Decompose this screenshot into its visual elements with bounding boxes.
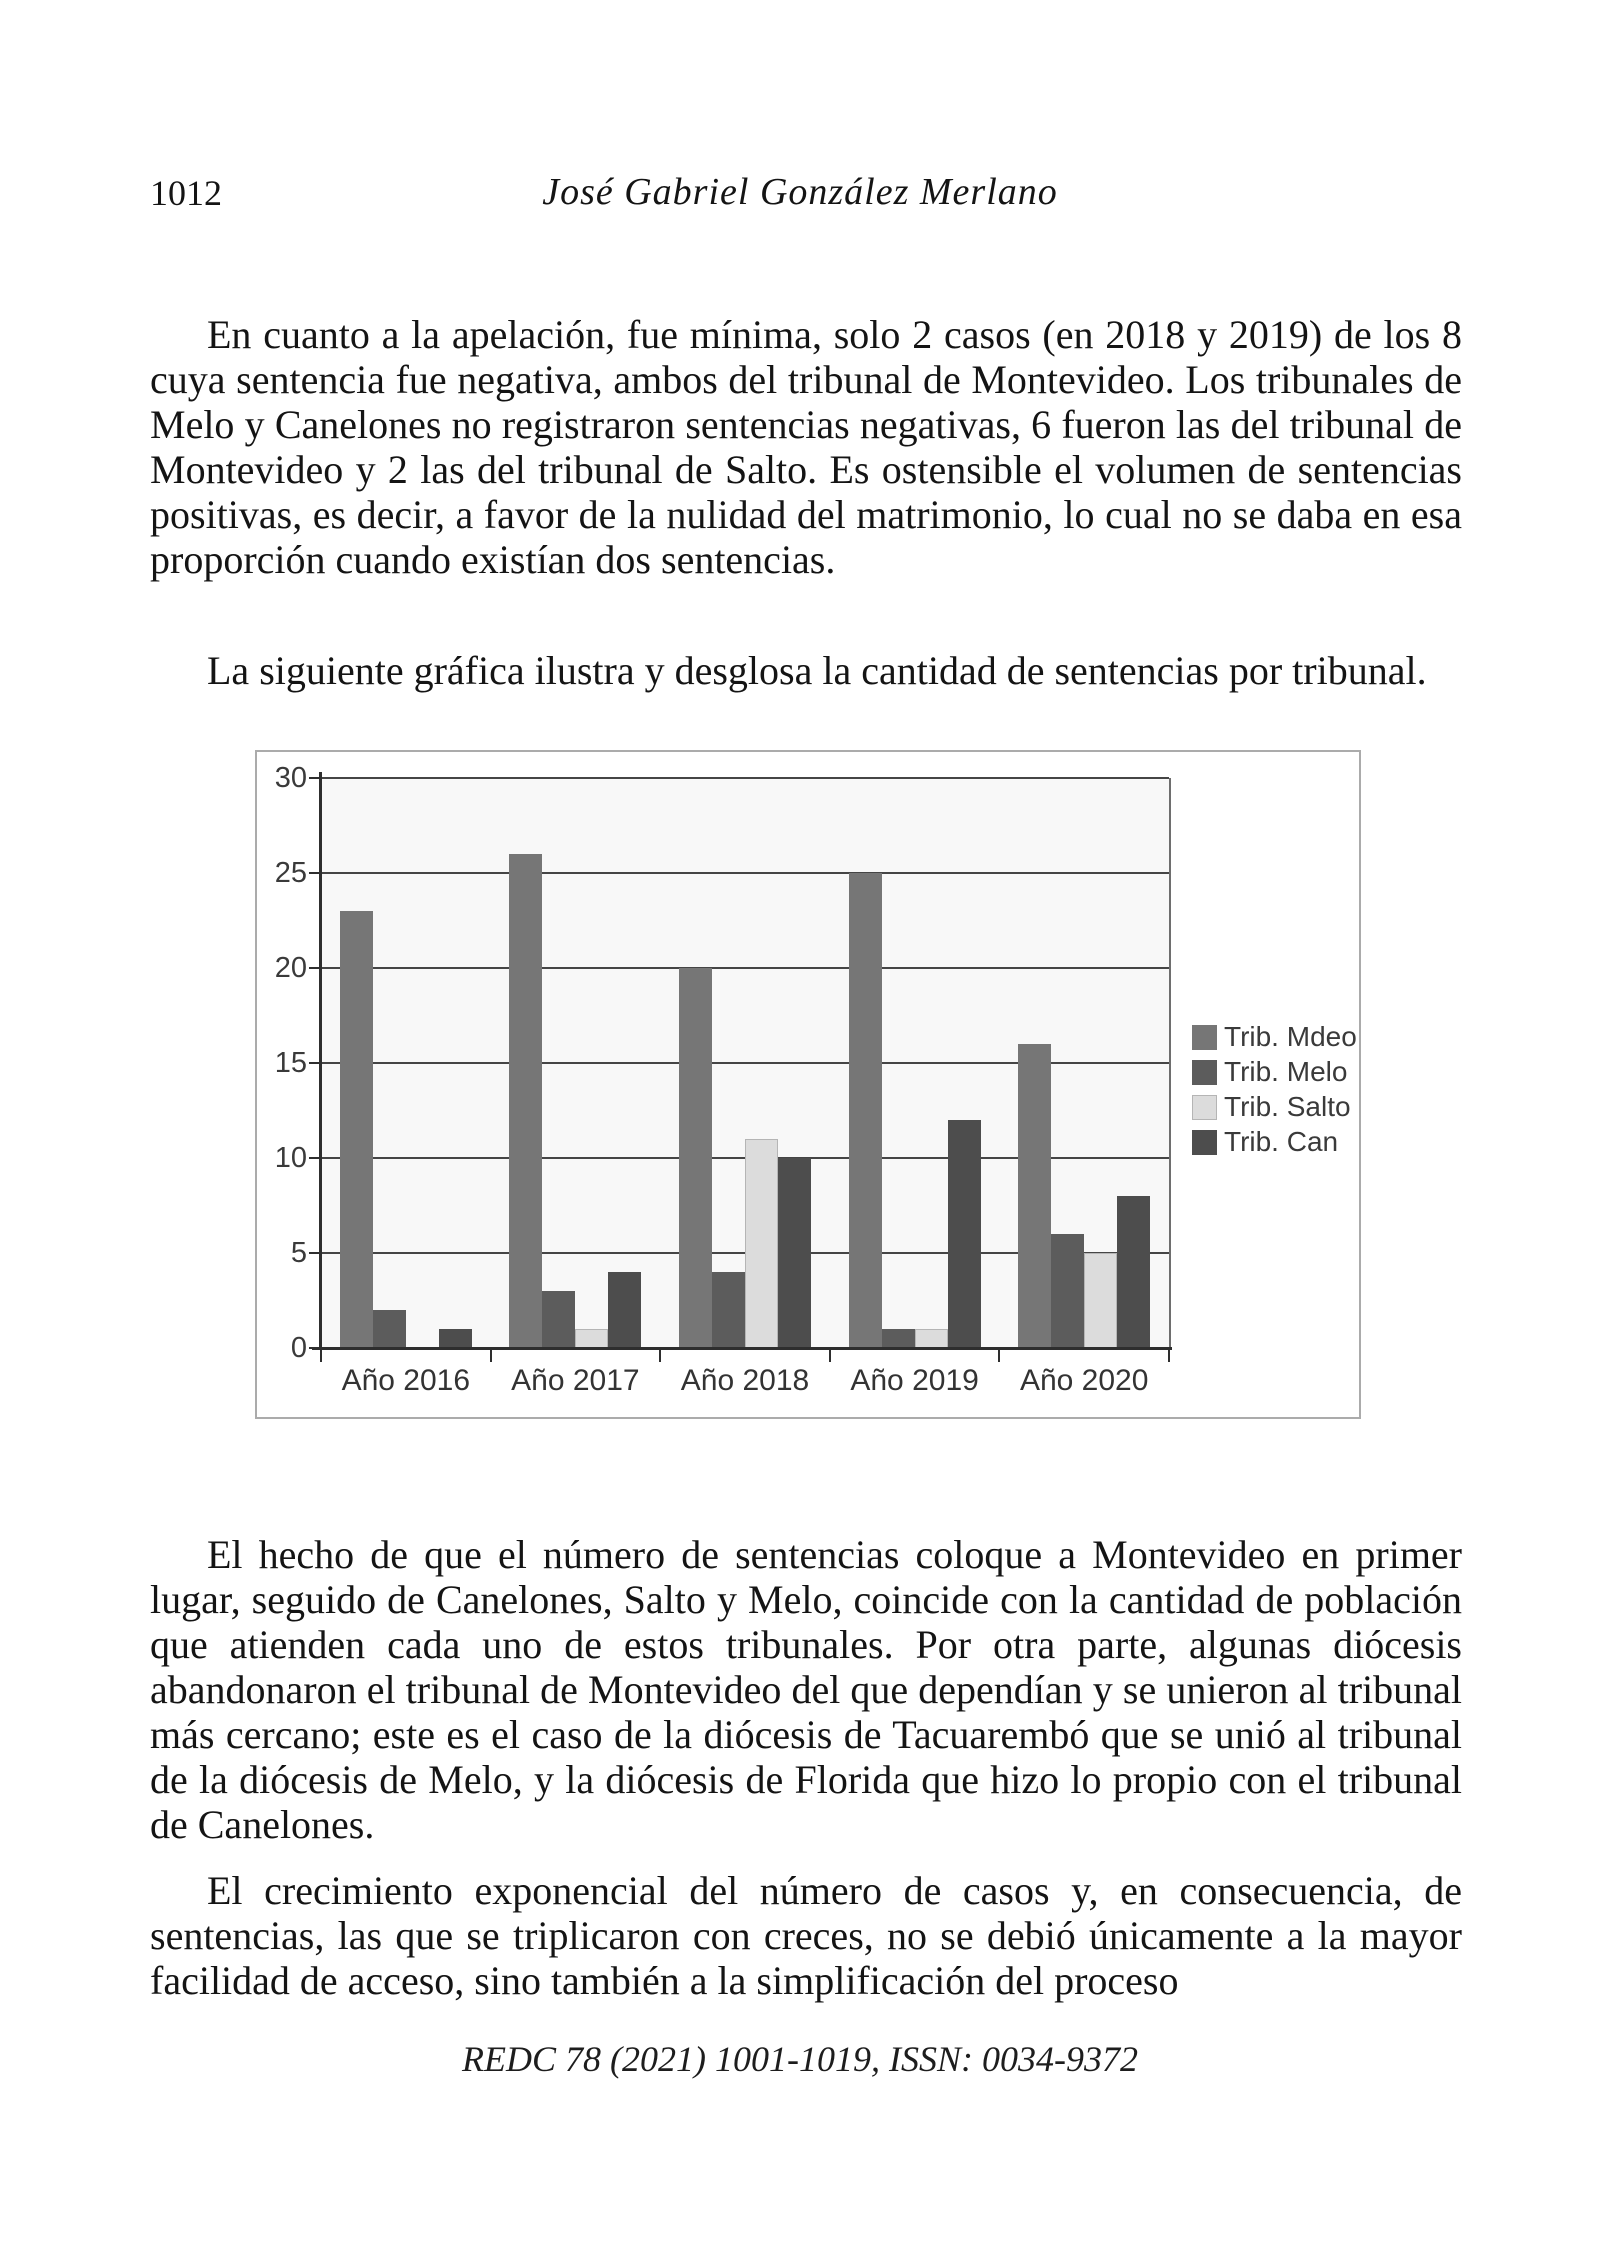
y-tick-label-5: 5	[290, 1237, 307, 1269]
x-tick-mark-5	[1168, 1348, 1170, 1362]
x-tick-label-2017: Año 2017	[511, 1364, 640, 1397]
y-tick-label-0: 0	[290, 1332, 307, 1364]
legend-swatch-icon	[1192, 1095, 1217, 1120]
y-tick-label-25: 25	[274, 857, 307, 889]
chart-legend	[1192, 1021, 1357, 1157]
x-tick-mark-3	[829, 1348, 831, 1362]
legend-row-trib-can	[1192, 1126, 1357, 1157]
bar-trib-can-2018	[778, 1158, 811, 1348]
y-tick-label-10: 10	[274, 1142, 307, 1174]
legend-label: Trib. Mdeo	[1224, 1021, 1357, 1052]
legend-row-trib-mdeo	[1192, 1021, 1357, 1052]
paragraph-apelacion: En cuanto a la apelación, fue mínima, solo 2 casos (en 2018 y 2019) de los 8 cuya sentencia fue negativa, ambos del tribunal de Montevideo. Los tribunales de Melo y Canelones no registraron sentencias negativas, 6 fueron las del tribunal de Montevideo y 2 las del tribunal de Salto. Es ostensible el volumen de sentencias positivas, es decir, a favor de la nulidad del matrimonio, lo cual no se daba en esa proporción cuando existían dos sentencias.	[150, 312, 1462, 582]
x-tick-label-2020: Año 2020	[1019, 1364, 1149, 1397]
bar-chart-figure	[255, 750, 1361, 1419]
bar-trib-can-2019	[948, 1120, 981, 1348]
legend-label: Trib. Salto	[1224, 1091, 1351, 1122]
bar-trib-can-2020	[1117, 1196, 1150, 1348]
paragraph-grafica-intro: La siguiente gráfica ilustra y desglosa la cantidad de sentencias por tribunal.	[207, 648, 1427, 693]
bar-trib-melo-2017	[542, 1291, 575, 1348]
bar-trib-melo-2019	[882, 1329, 915, 1348]
bar-trib-mdeo-2020	[1018, 1044, 1051, 1348]
x-axis	[312, 1347, 1172, 1350]
bar-group-2017	[491, 778, 661, 1348]
y-tick-mark-25	[309, 872, 321, 874]
y-tick-label-20: 20	[274, 952, 307, 984]
paragraph-crecimiento: El crecimiento exponencial del número de casos y, en consecuencia, de sentencias, las que se triplicaron con creces, no se debió únicamente a la mayor facilidad de acceso, sino también a la simplificación del proceso	[150, 1868, 1462, 2003]
x-tick-mark-0	[320, 1348, 322, 1362]
y-tick-mark-10	[309, 1157, 321, 1159]
bar-trib-can-2017	[608, 1272, 641, 1348]
y-axis	[319, 772, 322, 1350]
bar-trib-salto-2019	[915, 1329, 948, 1348]
x-tick-label-2018: Año 2018	[680, 1364, 810, 1397]
bar-group-2020	[999, 778, 1169, 1348]
x-tick-mark-1	[490, 1348, 492, 1362]
bar-trib-mdeo-2017	[509, 854, 542, 1348]
y-tick-mark-5	[309, 1252, 321, 1254]
plot-area	[321, 778, 1171, 1348]
y-tick-mark-20	[309, 967, 321, 969]
bar-trib-mdeo-2018	[679, 968, 712, 1348]
bar-trib-mdeo-2016	[340, 911, 373, 1348]
legend-swatch-icon	[1192, 1130, 1217, 1155]
legend-row-trib-melo	[1192, 1056, 1357, 1087]
y-tick-mark-15	[309, 1062, 321, 1064]
legend-swatch-icon	[1192, 1025, 1217, 1050]
bar-trib-salto-2020	[1084, 1253, 1117, 1348]
bar-trib-melo-2020	[1051, 1234, 1084, 1348]
x-tick-mark-4	[998, 1348, 1000, 1362]
legend-row-trib-salto	[1192, 1091, 1357, 1122]
y-tick-label-30: 30	[274, 762, 307, 794]
running-head-author: José Gabriel González Merlano	[542, 171, 1058, 213]
x-tick-mark-2	[659, 1348, 661, 1362]
y-tick-mark-30	[309, 777, 321, 779]
bar-trib-melo-2016	[373, 1310, 406, 1348]
bar-group-2018	[660, 778, 830, 1348]
legend-label: Trib. Can	[1224, 1126, 1339, 1157]
paragraph-montevideo-primer-lugar: El hecho de que el número de sentencias coloque a Montevideo en primer lugar, seguido de Canelones, Salto y Melo, coincide con la cantidad de población que atienden cada uno de estos tribunales. Por otra parte, algunas diócesis abandonaron el tribunal de Montevideo del que dependían y se unieron al tribunal más cercano; este es el caso de la diócesis de Tacuarembó que se unió al tribunal de la diócesis de Melo, y la diócesis de Florida que hizo lo propio con el tribunal de Canelones.	[150, 1532, 1462, 1847]
journal-footer: REDC 78 (2021) 1001-1019, ISSN: 0034-9372	[462, 2039, 1138, 2079]
bar-trib-mdeo-2019	[849, 873, 882, 1348]
bar-group-2016	[321, 778, 491, 1348]
bar-trib-salto-2017	[575, 1329, 608, 1348]
bar-trib-melo-2018	[712, 1272, 745, 1348]
bar-trib-can-2016	[439, 1329, 472, 1348]
x-tick-label-2019: Año 2019	[850, 1364, 979, 1397]
legend-label: Trib. Melo	[1224, 1056, 1348, 1087]
y-tick-label-15: 15	[274, 1047, 307, 1079]
page-number: 1012	[150, 173, 222, 213]
bar-group-2019	[830, 778, 1000, 1348]
legend-swatch-icon	[1192, 1060, 1217, 1085]
bar-trib-salto-2018	[745, 1139, 778, 1348]
x-tick-label-2016: Año 2016	[341, 1364, 471, 1397]
